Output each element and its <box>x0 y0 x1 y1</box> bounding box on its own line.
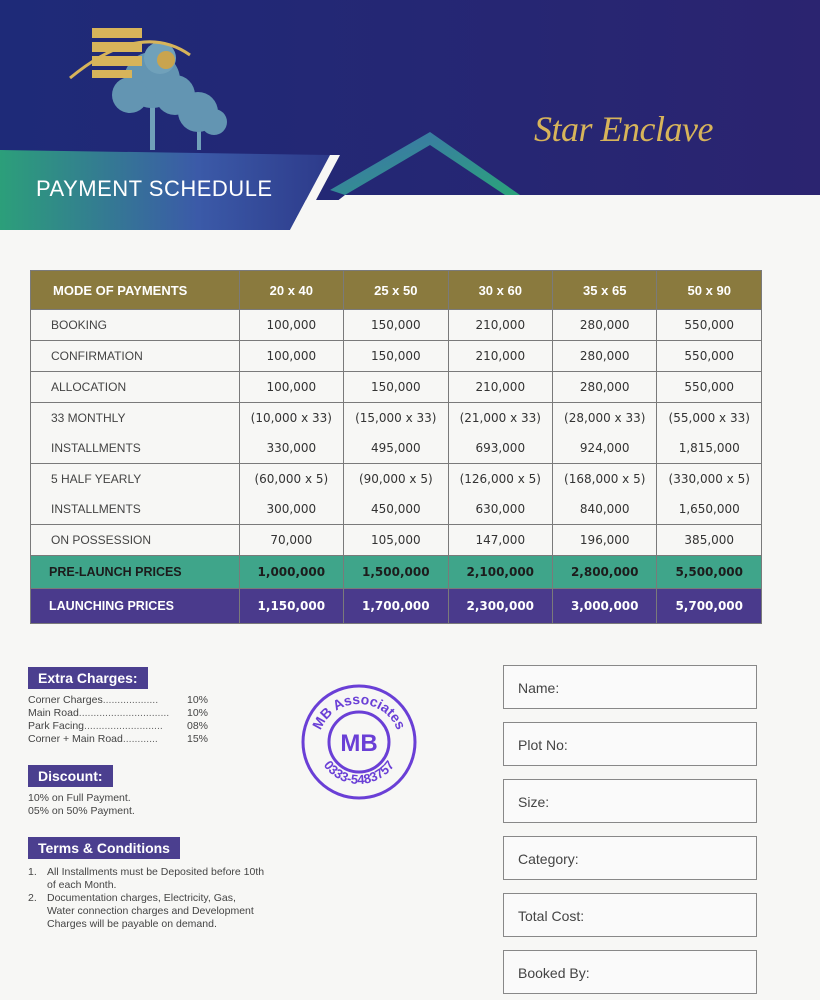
discount-list <box>28 792 135 818</box>
term-line: All Installments must be Deposited before 10th <box>47 866 265 878</box>
field-label: Category: <box>518 851 579 867</box>
row-label: PRE-LAUNCH PRICES <box>31 556 240 589</box>
header-banner <box>0 0 820 260</box>
table-cell: 693,000 <box>448 433 552 464</box>
table-cell: 550,000 <box>657 310 762 341</box>
table-header-row <box>31 271 762 310</box>
table-cell: 105,000 <box>344 525 448 556</box>
name-field[interactable] <box>503 665 757 709</box>
table-cell: 150,000 <box>344 341 448 372</box>
table-cell: (60,000 x 5) <box>239 464 343 495</box>
table-row <box>31 433 762 464</box>
table-cell: 495,000 <box>344 433 448 464</box>
table-cell: 70,000 <box>239 525 343 556</box>
table-cell: 150,000 <box>344 310 448 341</box>
page-title: PAYMENT SCHEDULE <box>36 176 273 201</box>
table-cell: (55,000 x 33) <box>657 403 762 434</box>
charge-value: 10% <box>186 707 208 719</box>
table-cell: 280,000 <box>553 310 657 341</box>
list-item <box>28 733 208 746</box>
table-cell: 2,100,000 <box>448 556 552 589</box>
table-cell: 147,000 <box>448 525 552 556</box>
table-cell: (168,000 x 5) <box>553 464 657 495</box>
table-cell: 280,000 <box>553 372 657 403</box>
table-cell: 5,500,000 <box>657 556 762 589</box>
terms-list <box>28 866 298 931</box>
table-cell: 1,700,000 <box>344 589 448 624</box>
list-item: 10% on Full Payment. <box>28 792 131 804</box>
table-cell: 210,000 <box>448 310 552 341</box>
dot-leader: ............................... <box>78 707 170 719</box>
row-label: INSTALLMENTS <box>31 494 240 525</box>
table-cell: 2,300,000 <box>448 589 552 624</box>
row-label: 33 MONTHLY <box>31 403 240 434</box>
column-header: 25 x 50 <box>344 271 448 310</box>
prelaunch-row <box>31 556 762 589</box>
svg-text:0333-5483757: 0333-5483757 <box>320 757 398 788</box>
table-cell: 3,000,000 <box>553 589 657 624</box>
table-row <box>31 403 762 434</box>
field-label: Total Cost: <box>518 908 585 924</box>
star-enclave-logo-icon <box>0 0 250 130</box>
term-line: Water connection charges and Development <box>47 905 254 917</box>
column-header: 35 x 65 <box>553 271 657 310</box>
dot-leader: ........................... <box>84 720 163 732</box>
plot-no-field[interactable] <box>503 722 757 766</box>
table-cell: 210,000 <box>448 341 552 372</box>
list-item <box>28 707 208 720</box>
table-row <box>31 525 762 556</box>
table-cell: (21,000 x 33) <box>448 403 552 434</box>
field-label: Booked By: <box>518 965 590 981</box>
charge-name: Corner Charges <box>28 694 103 706</box>
table-cell: 550,000 <box>657 341 762 372</box>
table-cell: 385,000 <box>657 525 762 556</box>
extra-charges-heading: Extra Charges: <box>28 667 148 689</box>
total-cost-field[interactable] <box>503 893 757 937</box>
table-cell: 100,000 <box>239 372 343 403</box>
term-line: of each Month. <box>47 879 117 891</box>
term-line: Documentation charges, Electricity, Gas, <box>47 892 236 904</box>
table-cell: 280,000 <box>553 341 657 372</box>
column-header: 50 x 90 <box>657 271 762 310</box>
column-header: 20 x 40 <box>239 271 343 310</box>
list-item: 05% on 50% Payment. <box>28 805 135 817</box>
table-cell: 1,500,000 <box>344 556 448 589</box>
column-header: MODE OF PAYMENTS <box>31 271 240 310</box>
field-label: Size: <box>518 794 550 810</box>
table-cell: 550,000 <box>657 372 762 403</box>
table-row <box>31 372 762 403</box>
row-label: 5 HALF YEARLY <box>31 464 240 495</box>
terms-heading: Terms & Conditions <box>28 837 180 859</box>
table-cell: (126,000 x 5) <box>448 464 552 495</box>
charge-value: 15% <box>186 733 208 745</box>
discount-heading: Discount: <box>28 765 113 787</box>
row-label: ON POSSESSION <box>31 525 240 556</box>
row-label: ALLOCATION <box>31 372 240 403</box>
extra-charges-list <box>28 694 208 746</box>
table-cell: 630,000 <box>448 494 552 525</box>
charge-name: Main Road <box>28 707 79 719</box>
stamp-center-text: MB <box>340 730 378 757</box>
table-cell: (28,000 x 33) <box>553 403 657 434</box>
row-label: BOOKING <box>31 310 240 341</box>
svg-text:MB Associates: MB Associates <box>308 690 410 732</box>
table-cell: (15,000 x 33) <box>344 403 448 434</box>
column-header: 30 x 60 <box>448 271 552 310</box>
table-cell: 100,000 <box>239 341 343 372</box>
table-cell: 450,000 <box>344 494 448 525</box>
brand-name: Star Enclave <box>534 109 713 149</box>
table-row <box>31 464 762 495</box>
table-cell: 196,000 <box>553 525 657 556</box>
list-item <box>28 694 208 707</box>
row-label: INSTALLMENTS <box>31 433 240 464</box>
table-cell: 330,000 <box>239 433 343 464</box>
table-cell: 1,815,000 <box>657 433 762 464</box>
dot-leader: ................... <box>102 694 159 706</box>
table-cell: 5,700,000 <box>657 589 762 624</box>
list-item <box>28 892 298 931</box>
table-cell: 2,800,000 <box>553 556 657 589</box>
field-label: Name: <box>518 680 560 696</box>
size-field[interactable] <box>503 779 757 823</box>
table-cell: (330,000 x 5) <box>657 464 762 495</box>
payment-schedule-table <box>30 270 762 624</box>
table-cell: 924,000 <box>553 433 657 464</box>
mb-associates-stamp-icon <box>300 683 418 801</box>
table-cell: 300,000 <box>239 494 343 525</box>
table-cell: 1,150,000 <box>239 589 343 624</box>
charge-value: 10% <box>186 694 208 706</box>
field-label: Plot No: <box>518 737 568 753</box>
charge-name: Corner + Main Road <box>28 733 123 745</box>
table-cell: 1,000,000 <box>239 556 343 589</box>
list-item <box>28 866 298 892</box>
table-cell: 210,000 <box>448 372 552 403</box>
table-cell: 1,650,000 <box>657 494 762 525</box>
table-cell: 840,000 <box>553 494 657 525</box>
table-row <box>31 310 762 341</box>
charge-value: 08% <box>186 720 208 732</box>
term-line: Charges will be payable on demand. <box>47 918 217 930</box>
dot-leader: ............ <box>122 733 158 745</box>
table-row <box>31 494 762 525</box>
category-field[interactable] <box>503 836 757 880</box>
item-number: 2. <box>28 892 37 904</box>
launch-row <box>31 589 762 624</box>
table-cell: 100,000 <box>239 310 343 341</box>
booked-by-field[interactable] <box>503 950 757 994</box>
table-cell: 150,000 <box>344 372 448 403</box>
row-label: CONFIRMATION <box>31 341 240 372</box>
row-label: LAUNCHING PRICES <box>31 589 240 624</box>
item-number: 1. <box>28 866 37 878</box>
charge-name: Park Facing <box>28 720 85 732</box>
table-cell: (10,000 x 33) <box>239 403 343 434</box>
table-row <box>31 341 762 372</box>
table-cell: (90,000 x 5) <box>344 464 448 495</box>
list-item <box>28 720 208 733</box>
